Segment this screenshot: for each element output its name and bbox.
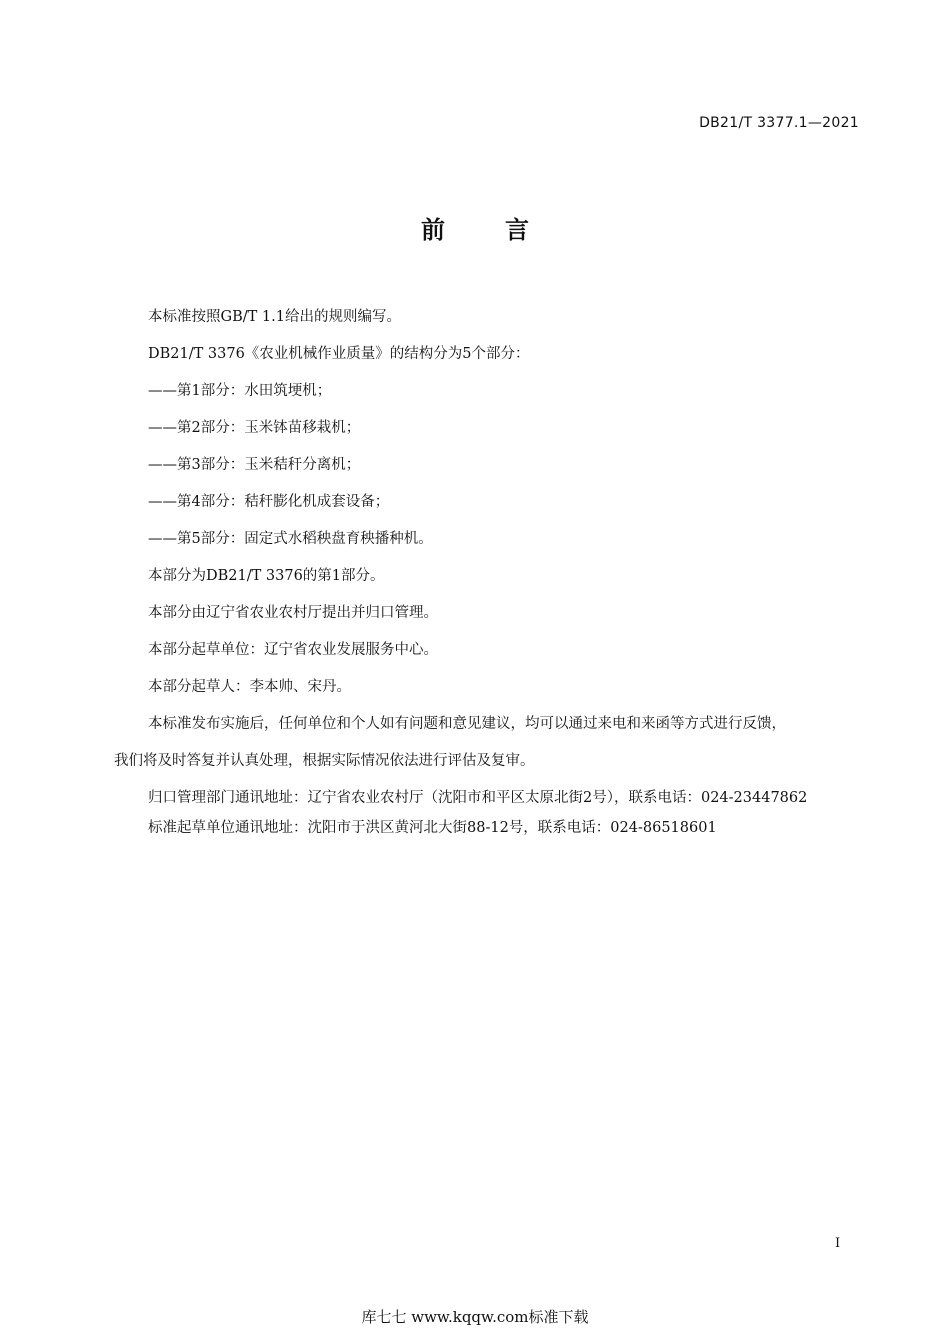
page-title: 前言 (421, 216, 589, 244)
paragraph-rules: 本标准按照GB/T 1.1给出的规则编写。 (148, 309, 401, 325)
page-number: I (835, 1236, 841, 1251)
list-item-part-3: ——第3部分：玉米秸秆分离机； (148, 457, 361, 473)
list-item-part-4: ——第4部分：秸秆膨化机成套设备； (148, 494, 390, 510)
footer-watermark: 库七七 www.kqqw.com标准下载 (361, 1308, 589, 1326)
paragraph-authority-address: 归口管理部门通讯地址：辽宁省农业农村厅（沈阳市和平区太原北街2号），联系电话：024-23447862 (148, 790, 808, 806)
list-item-part-5: ——第5部分：固定式水稻秧盘育秧播种机。 (148, 531, 433, 547)
paragraph-feedback-line-1: 本标准发布实施后，任何单位和个人如有问题和意见建议，均可以通过来电和来函等方式进行反馈， (148, 716, 786, 732)
standard-code: DB21/T 3377.1—2021 (699, 115, 859, 131)
paragraph-drafter-address: 标准起草单位通讯地址：沈阳市于洪区黄河北大街88-12号，联系电话：024-86518601 (148, 820, 717, 836)
paragraph-drafters: 本部分起草人：李本帅、宋丹。 (148, 679, 351, 695)
list-item-part-1: ——第1部分：水田筑埂机； (148, 383, 332, 399)
paragraph-drafting-unit: 本部分起草单位：辽宁省农业发展服务中心。 (148, 642, 438, 658)
list-item-part-2: ——第2部分：玉米钵苗移栽机； (148, 420, 361, 436)
paragraph-feedback-line-2: 我们将及时答复并认真处理，根据实际情况依法进行评估及复审。 (114, 753, 535, 769)
paragraph-proposer: 本部分由辽宁省农业农村厅提出并归口管理。 (148, 605, 438, 621)
paragraph-structure: DB21/T 3376《农业机械作业质量》的结构分为5个部分： (148, 346, 530, 362)
paragraph-part-number: 本部分为DB21/T 3376的第1部分。 (148, 568, 385, 584)
